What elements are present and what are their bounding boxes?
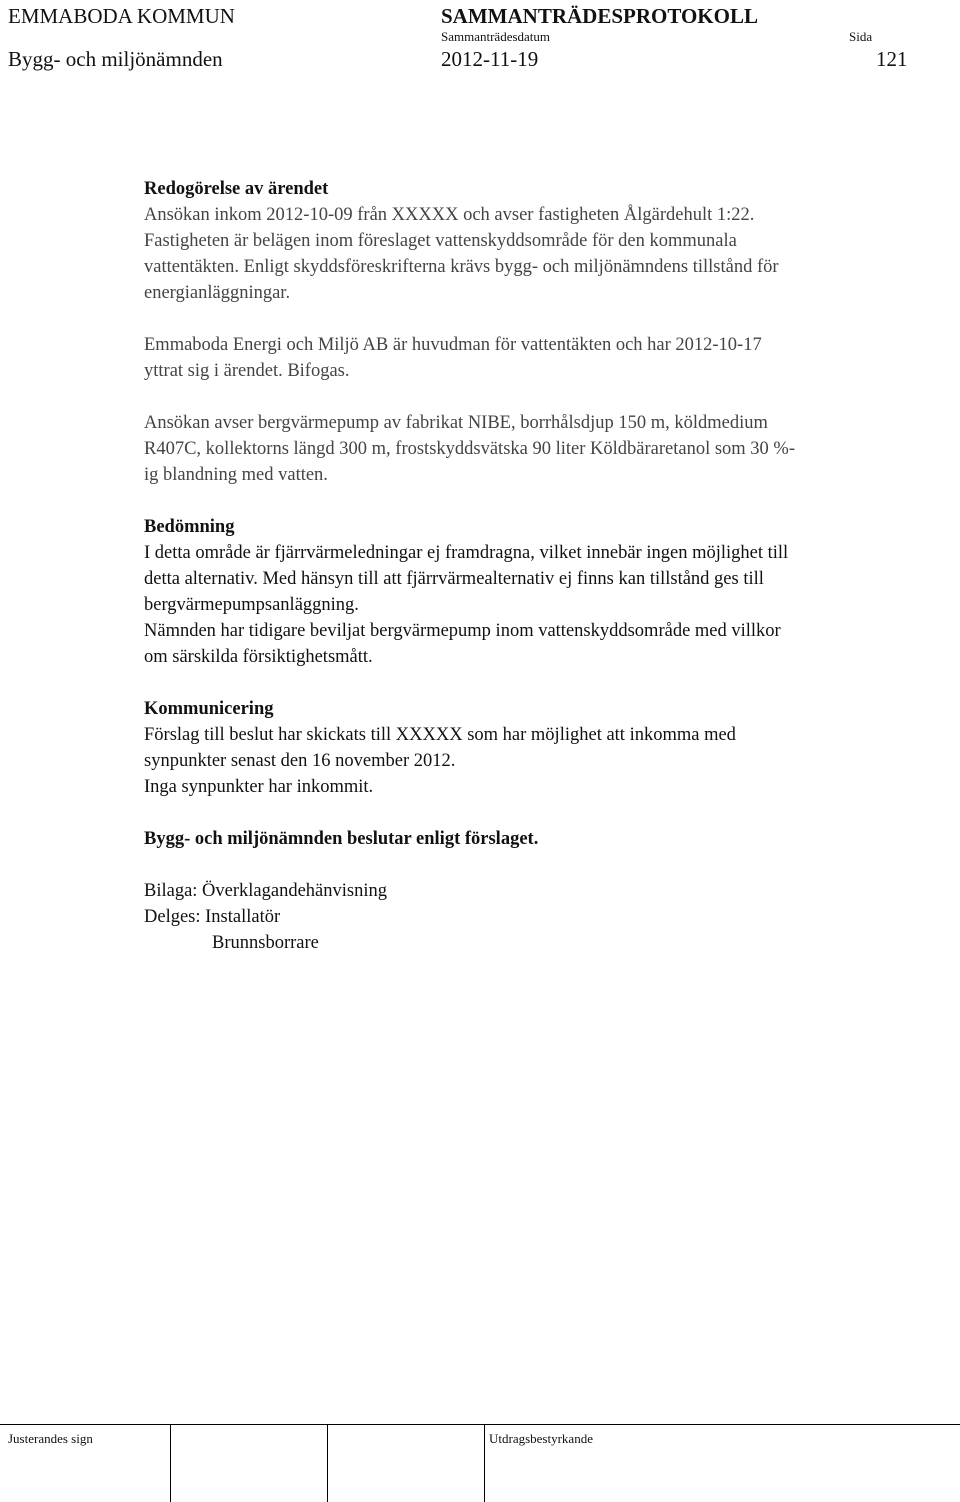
committee-name: Bygg- och miljönämnden bbox=[8, 47, 223, 71]
text-line: synpunkter senast den 16 november 2012. bbox=[144, 751, 456, 771]
text-line: R407C, kollektorns längd 300 m, frostskyddsvätska 90 liter Köldbäraretanol som 30 %- bbox=[144, 439, 796, 459]
section-kommunicering bbox=[144, 696, 924, 800]
text-line: Ansökan avser bergvärmepump av fabrikat NIBE, borrhålsdjup 150 m, köldmedium bbox=[144, 413, 768, 433]
text-line: Nämnden har tidigare beviljat bergvärmepump inom vattenskyddsområde med villkor bbox=[144, 621, 781, 641]
paragraph-ansokan bbox=[144, 410, 924, 488]
delges-extra-line: Brunnsborrare bbox=[212, 933, 319, 953]
text-line: Emmaboda Energi och Miljö AB är huvudman för vattentäkten och har 2012-10-17 bbox=[144, 335, 762, 355]
page-number: 121 bbox=[876, 47, 908, 71]
text-line: energianläggningar. bbox=[144, 283, 291, 303]
document-body bbox=[144, 176, 924, 956]
section-bedomning bbox=[144, 514, 924, 670]
text-line: bergvärmepumpsanläggning. bbox=[144, 595, 359, 615]
text-line: Förslag till beslut har skickats till XXXXX som har möjlighet att inkomma med bbox=[144, 725, 736, 745]
footer-divider bbox=[484, 1425, 485, 1502]
delges-line: Delges: Installatör bbox=[144, 907, 281, 927]
text-line: yttrat sig i ärendet. Bifogas. bbox=[144, 361, 350, 381]
org-name: EMMABODA KOMMUN bbox=[8, 4, 235, 28]
page-label: Sida bbox=[849, 29, 873, 44]
text-line: vattentäkten. Enligt skyddsföreskrifterna krävs bygg- och miljönämndens tillstånd för bbox=[144, 257, 779, 277]
decision-statement: Bygg- och miljönämnden beslutar enligt förslaget. bbox=[144, 829, 539, 849]
sign-label: Justerandes sign bbox=[8, 1431, 93, 1446]
meeting-date: 2012-11-19 bbox=[441, 47, 539, 71]
paragraph-energi bbox=[144, 332, 924, 384]
date-label: Sammanträdesdatum bbox=[441, 29, 551, 44]
text-line: ig blandning med vatten. bbox=[144, 465, 328, 485]
text-line: Inga synpunkter har inkommit. bbox=[144, 777, 374, 797]
section-heading: Bedömning bbox=[144, 517, 235, 537]
footer-divider bbox=[327, 1425, 328, 1502]
text-line: Ansökan inkom 2012-10-09 från XXXXX och avser fastigheten Ålgärdehult 1:22. bbox=[144, 205, 755, 225]
text-line: detta alternativ. Med hänsyn till att fjärrvärmealternativ ej finns kan tillstånd ges till bbox=[144, 569, 764, 589]
attachments-block bbox=[144, 878, 924, 956]
extract-label: Utdragsbestyrkande bbox=[489, 1431, 593, 1446]
attachment-line: Bilaga: Överklagandehänvisning bbox=[144, 881, 388, 901]
section-redogorelse bbox=[144, 176, 924, 306]
section-heading: Redogörelse av ärendet bbox=[144, 179, 329, 199]
text-line: om särskilda försiktighetsmått. bbox=[144, 647, 373, 667]
signature-footer bbox=[0, 1424, 960, 1502]
text-line: I detta område är fjärrvärmeledningar ej framdragna, vilket innebär ingen möjlighet till bbox=[144, 543, 789, 563]
section-heading: Kommunicering bbox=[144, 699, 274, 719]
text-line: Fastigheten är belägen inom föreslaget vattenskyddsområde för den kommunala bbox=[144, 231, 737, 251]
footer-divider bbox=[170, 1425, 171, 1502]
document-type: SAMMANTRÄDESPROTOKOLL bbox=[441, 4, 758, 28]
